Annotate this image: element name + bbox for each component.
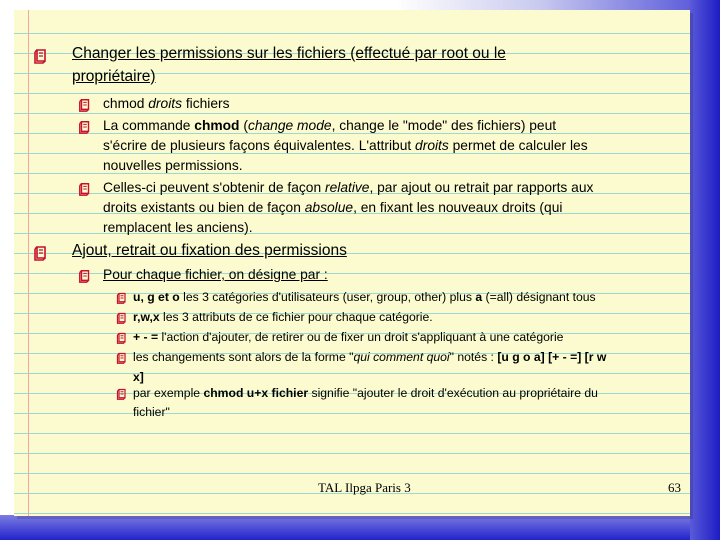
bullet-level3-line [133,386,598,400]
bullet-level1-line [72,45,506,63]
bullet-level1-line [72,68,156,86]
text-run: chmod [194,118,240,133]
bullet-level3-line [133,405,170,419]
text-run: ( [239,118,248,133]
text-run: par exemple [133,386,204,400]
book-bullet-icon [116,352,128,364]
text-run: u, g et o [133,290,180,304]
text-run: relative [324,180,370,195]
text-run: x] [133,370,144,384]
bullet-level3-line [133,310,433,324]
text-run: (=all) désignant tous [482,290,596,304]
bullet-level2-line [103,138,588,153]
text-run: [u g o a] [+ - =] [r w [497,350,607,364]
text-run: chmod u+x fichier [203,386,309,400]
text-run: r,w,x [133,310,160,324]
book-bullet-icon [116,332,128,344]
text-run: Pour chaque fichier, on désigne par : [103,267,328,282]
book-bullet-icon [78,182,92,196]
text-run: qui comment quoi [353,350,450,364]
text-run: + - = [133,330,159,344]
slide-frame-bottom-band [0,515,720,540]
text-run: Changer les permissions sur les fichiers (effectué par root ou le [72,45,506,62]
text-run: fichier" [133,405,170,419]
footer-source: TAL Ilpga Paris 3 [318,480,411,495]
text-run: s'écrire de plusieurs façons équivalentes. L'attribut [103,138,416,153]
text-run: absolue [304,200,354,215]
text-run: l'action d'ajouter, de retirer ou de fixer un droit s'appliquant à une catégorie [158,330,564,344]
text-run: , change le "mode" des fichiers) peut [331,118,557,133]
text-run: nouvelles permissions. [103,158,243,173]
bullet-level3-line [133,330,563,344]
text-run: droits existants ou bien de façon [103,200,305,215]
text-run: les 3 catégories d'utilisateurs (user, group, other) plus [179,290,476,304]
text-run: , par ajout ou retrait par rapports aux [369,180,594,195]
text-run: La commande [103,118,195,133]
book-bullet-icon [116,292,128,304]
slide-frame-right-band [690,0,720,540]
bullet-level2-line [103,267,328,282]
text-run: permet de calculer les [448,138,588,153]
bullet-level2-line [103,180,593,195]
book-bullet-icon [78,269,92,283]
text-run: a [475,290,483,304]
page-number: 63 [668,480,681,495]
bullet-level3-line [133,290,596,304]
text-run: remplacent les anciens). [103,220,253,235]
book-bullet-icon [78,120,92,134]
text-run: chmod [103,96,149,111]
text-run: , en fixant les nouveaux droits (qui [353,200,563,215]
bullet-level3-line [133,370,144,384]
text-run: Ajout, retrait ou fixation des permissions [72,242,347,259]
text-run: propriétaire) [72,68,156,85]
bullet-level2-line [103,200,562,215]
text-run: fichiers [182,96,230,111]
text-run: change mode [247,118,332,133]
text-run: Celles-ci peuvent s'obtenir de façon [103,180,325,195]
bullet-level2-line [103,118,556,133]
bullet-level2-line [103,96,230,111]
bullet-level2-line [103,158,243,173]
book-bullet-icon [78,98,92,112]
bullet-level1-line [72,242,347,260]
book-bullet-icon [116,312,128,324]
book-bullet-icon [33,245,49,261]
text-run: " notés : [449,350,498,364]
text-run: les changements sont alors de la forme " [133,350,354,364]
book-bullet-icon [116,388,128,400]
bullet-level2-line [103,220,253,235]
text-run: droits [148,96,182,111]
bullet-level3-line [133,350,606,364]
text-run: les 3 attributs de ce fichier pour chaque catégorie. [159,310,433,324]
text-run: signifie "ajouter le droit d'exécution au propriétaire du [308,386,598,400]
text-run: droits [415,138,449,153]
book-bullet-icon [33,48,49,64]
